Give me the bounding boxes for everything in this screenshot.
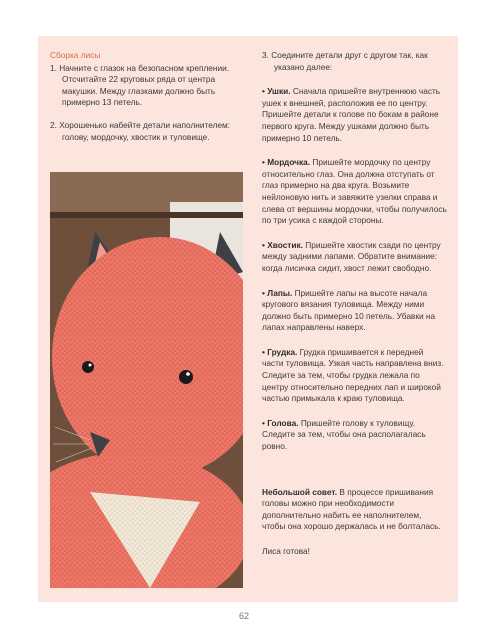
item-term: • Грудка. xyxy=(262,346,298,357)
item-muzzle xyxy=(262,157,447,227)
item-term: • Мордочка. xyxy=(262,157,311,168)
closing-line: Лиса готова! xyxy=(262,546,310,556)
item-term: • Голова. xyxy=(262,417,299,428)
item-text: Пришейте мордочку по центру относительно глаз. Она должна отступать от глаз примерно на два круга. Возьмите нейлоновую нить и завяжите узелки справа и слева от вершины мордочки, чтобы получилось по три усика с каждой стороны. xyxy=(262,157,447,226)
item-text: Сначала пришейте внутреннюю часть ушек к внешней, расположив ее по центру. Пришейте детали к голове по бокам в районе первого круга. Между ушками должно быть примерно 10 петель. xyxy=(262,86,441,143)
step-2: 2. Хорошенько набейте детали наполнителем: голову, мордочку, хвостик и туловище. xyxy=(50,119,231,142)
tip-paragraph xyxy=(262,487,447,533)
tip-term: Небольшой совет. xyxy=(262,486,338,497)
item-paws xyxy=(262,288,447,334)
item-term: • Ушки. xyxy=(262,86,291,97)
item-text: Пришейте лапы на высоте начала кругового вязания туловища. Между ними должно быть примерно 10 петель. Убавки на лапах направлены наверх. xyxy=(262,287,436,333)
tip-text: В процессе пришивания головы можно при необходимости дополнительно набить ее наполнителем, чтобы она хорошо держалась и не болталась. xyxy=(262,486,441,532)
item-tail xyxy=(262,240,447,275)
item-chest xyxy=(262,347,447,405)
step-3: 3. Соедините детали друг с другом так, как указано далее: xyxy=(262,50,428,72)
item-ears xyxy=(262,86,447,144)
section-title: Сборка лисы xyxy=(50,50,101,60)
page-number: 62 xyxy=(238,611,249,621)
item-text: Пришейте голову к туловищу. Следите за тем, чтобы она располагалась ровно. xyxy=(262,417,426,452)
item-term: • Хвостик. xyxy=(262,239,303,250)
fox-toy-photo xyxy=(50,172,243,588)
item-text: Грудка пришивается к передней части туловища. Узкая часть направлена вниз. Следите за тем, чтобы грудка лежала по центру относительно передних лап и широкой частью примыкала к краю туловища. xyxy=(262,346,444,404)
item-text: Пришейте хвостик сзади по центру между задними лапами. Обратите внимание: когда лисичка сидит, хвост лежит свободно. xyxy=(262,239,441,273)
item-head xyxy=(262,418,447,453)
item-term: • Лапы. xyxy=(262,287,293,298)
step-1: 1. Начните с глазок на безопасном креплении. Отсчитайте 22 круговых ряда от центра макушки. Между глазками должно быть примерно 13 петель. xyxy=(50,62,230,108)
assembly-instructions xyxy=(50,50,250,143)
joining-instructions xyxy=(262,50,447,558)
